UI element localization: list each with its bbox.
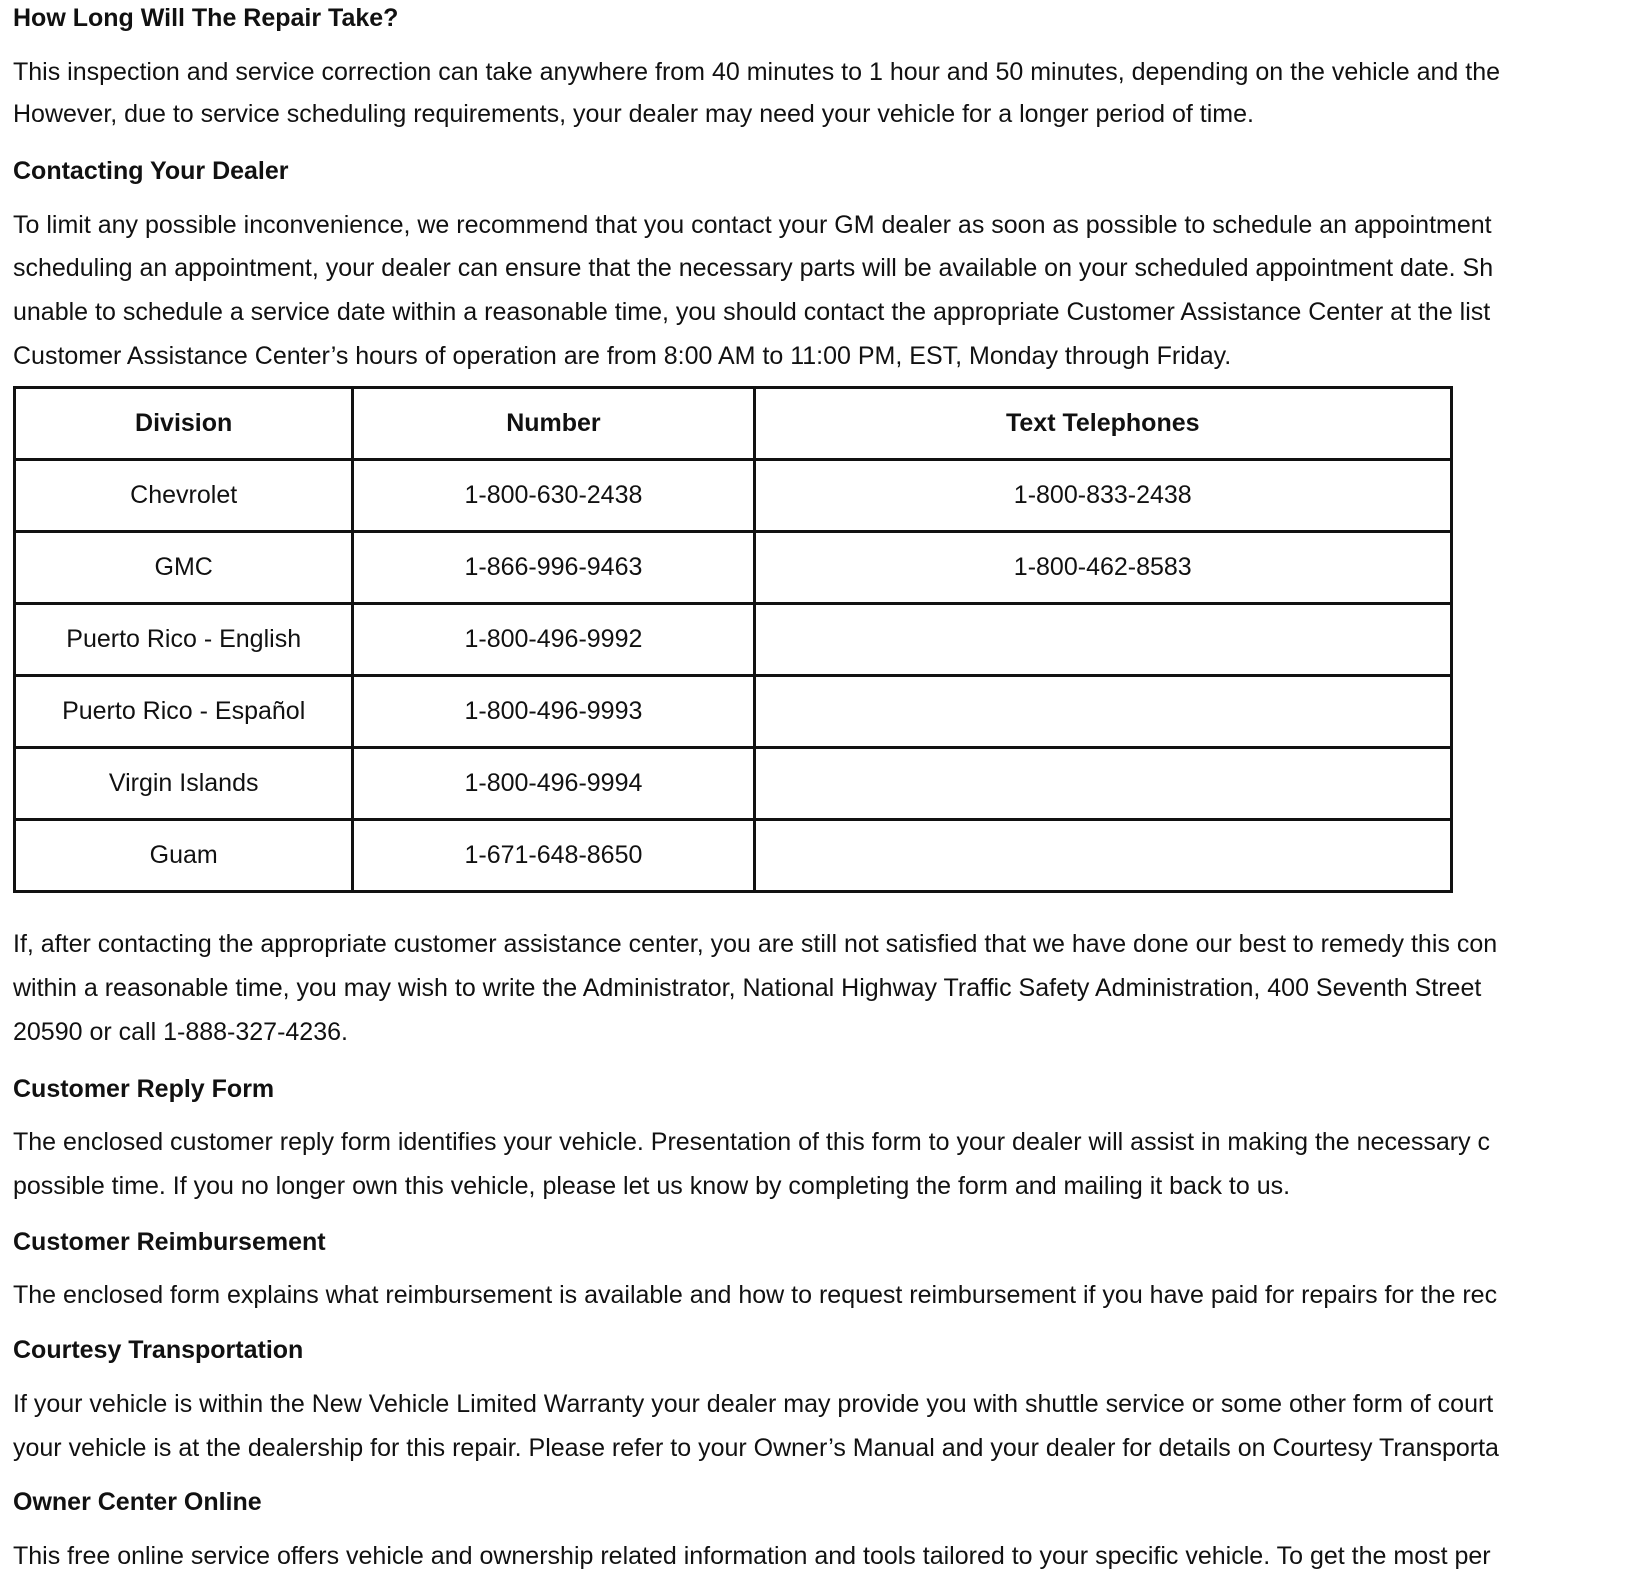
- text-telephone-cell: [754, 604, 1451, 676]
- customer-assistance-table: [13, 386, 1453, 893]
- paragraph-line: Customer Assistance Center’s hours of operation are from 8:00 AM to 11:00 PM, EST, Monday through Friday.: [13, 342, 1232, 370]
- text-telephone-cell: 1-800-833-2438: [754, 460, 1451, 532]
- paragraph-line: your vehicle is at the dealership for this repair. Please refer to your Owner’s Manual and your dealer for details on Courtesy Transporta: [13, 1434, 1499, 1462]
- heading-owner-center: Owner Center Online: [13, 1488, 262, 1516]
- division-cell: Puerto Rico - Español: [15, 676, 353, 748]
- table-row: [15, 532, 1452, 604]
- division-cell: Chevrolet: [15, 460, 353, 532]
- paragraph-line: unable to schedule a service date within a reasonable time, you should contact the appropriate Customer Assistance Center at the list: [13, 298, 1491, 326]
- paragraph-line: 20590 or call 1-888-327-4236.: [13, 1018, 348, 1046]
- number-cell: 1-800-496-9993: [353, 676, 754, 748]
- number-cell: 1-866-996-9463: [353, 532, 754, 604]
- paragraph-line: scheduling an appointment, your dealer can ensure that the necessary parts will be available on your scheduled appointment date. Sh: [13, 254, 1494, 282]
- column-header-number: Number: [353, 388, 754, 460]
- paragraph-line: within a reasonable time, you may wish to write the Administrator, National Highway Traffic Safety Administration, 400 Seventh Street: [13, 974, 1482, 1002]
- paragraph-line: The enclosed form explains what reimbursement is available and how to request reimbursement if you have paid for repairs for the rec: [13, 1281, 1498, 1309]
- table-row: [15, 604, 1452, 676]
- paragraph-line: However, due to service scheduling requirements, your dealer may need your vehicle for a longer period of time.: [13, 100, 1254, 128]
- heading-reimbursement: Customer Reimbursement: [13, 1228, 326, 1256]
- paragraph-line: To limit any possible inconvenience, we recommend that you contact your GM dealer as soon as possible to schedule an appointment: [13, 211, 1492, 239]
- text-telephone-cell: [754, 676, 1451, 748]
- text-telephone-cell: 1-800-462-8583: [754, 532, 1451, 604]
- table-row: [15, 676, 1452, 748]
- text-telephone-cell: [754, 748, 1451, 820]
- division-cell: Guam: [15, 820, 353, 892]
- table-row: [15, 460, 1452, 532]
- heading-reply-form: Customer Reply Form: [13, 1075, 275, 1103]
- paragraph-line: This inspection and service correction can take anywhere from 40 minutes to 1 hour and 50 minutes, depending on the vehicle and the: [13, 58, 1500, 86]
- heading-repair-time: How Long Will The Repair Take?: [13, 4, 399, 32]
- number-cell: 1-800-496-9994: [353, 748, 754, 820]
- paragraph-line: possible time. If you no longer own this vehicle, please let us know by completing the form and mailing it back to us.: [13, 1172, 1291, 1200]
- table-header-row: [15, 388, 1452, 460]
- text-telephone-cell: [754, 820, 1451, 892]
- table-row: [15, 748, 1452, 820]
- number-cell: 1-800-630-2438: [353, 460, 754, 532]
- column-header-text-telephones: Text Telephones: [754, 388, 1451, 460]
- heading-contacting-dealer: Contacting Your Dealer: [13, 157, 289, 185]
- column-header-division: Division: [15, 388, 353, 460]
- table-row: [15, 820, 1452, 892]
- paragraph-line: The enclosed customer reply form identifies your vehicle. Presentation of this form to your dealer will assist in making the necessary c: [13, 1128, 1491, 1156]
- paragraph-line: If, after contacting the appropriate customer assistance center, you are still not satisfied that we have done our best to remedy this con: [13, 930, 1498, 958]
- division-cell: Puerto Rico - English: [15, 604, 353, 676]
- number-cell: 1-671-648-8650: [353, 820, 754, 892]
- heading-courtesy-transportation: Courtesy Transportation: [13, 1336, 304, 1364]
- number-cell: 1-800-496-9992: [353, 604, 754, 676]
- paragraph-line: This free online service offers vehicle and ownership related information and tools tailored to your specific vehicle. To get the most per: [13, 1542, 1491, 1570]
- division-cell: GMC: [15, 532, 353, 604]
- division-cell: Virgin Islands: [15, 748, 353, 820]
- paragraph-line: If your vehicle is within the New Vehicle Limited Warranty your dealer may provide you with shuttle service or some other form of court: [13, 1390, 1494, 1418]
